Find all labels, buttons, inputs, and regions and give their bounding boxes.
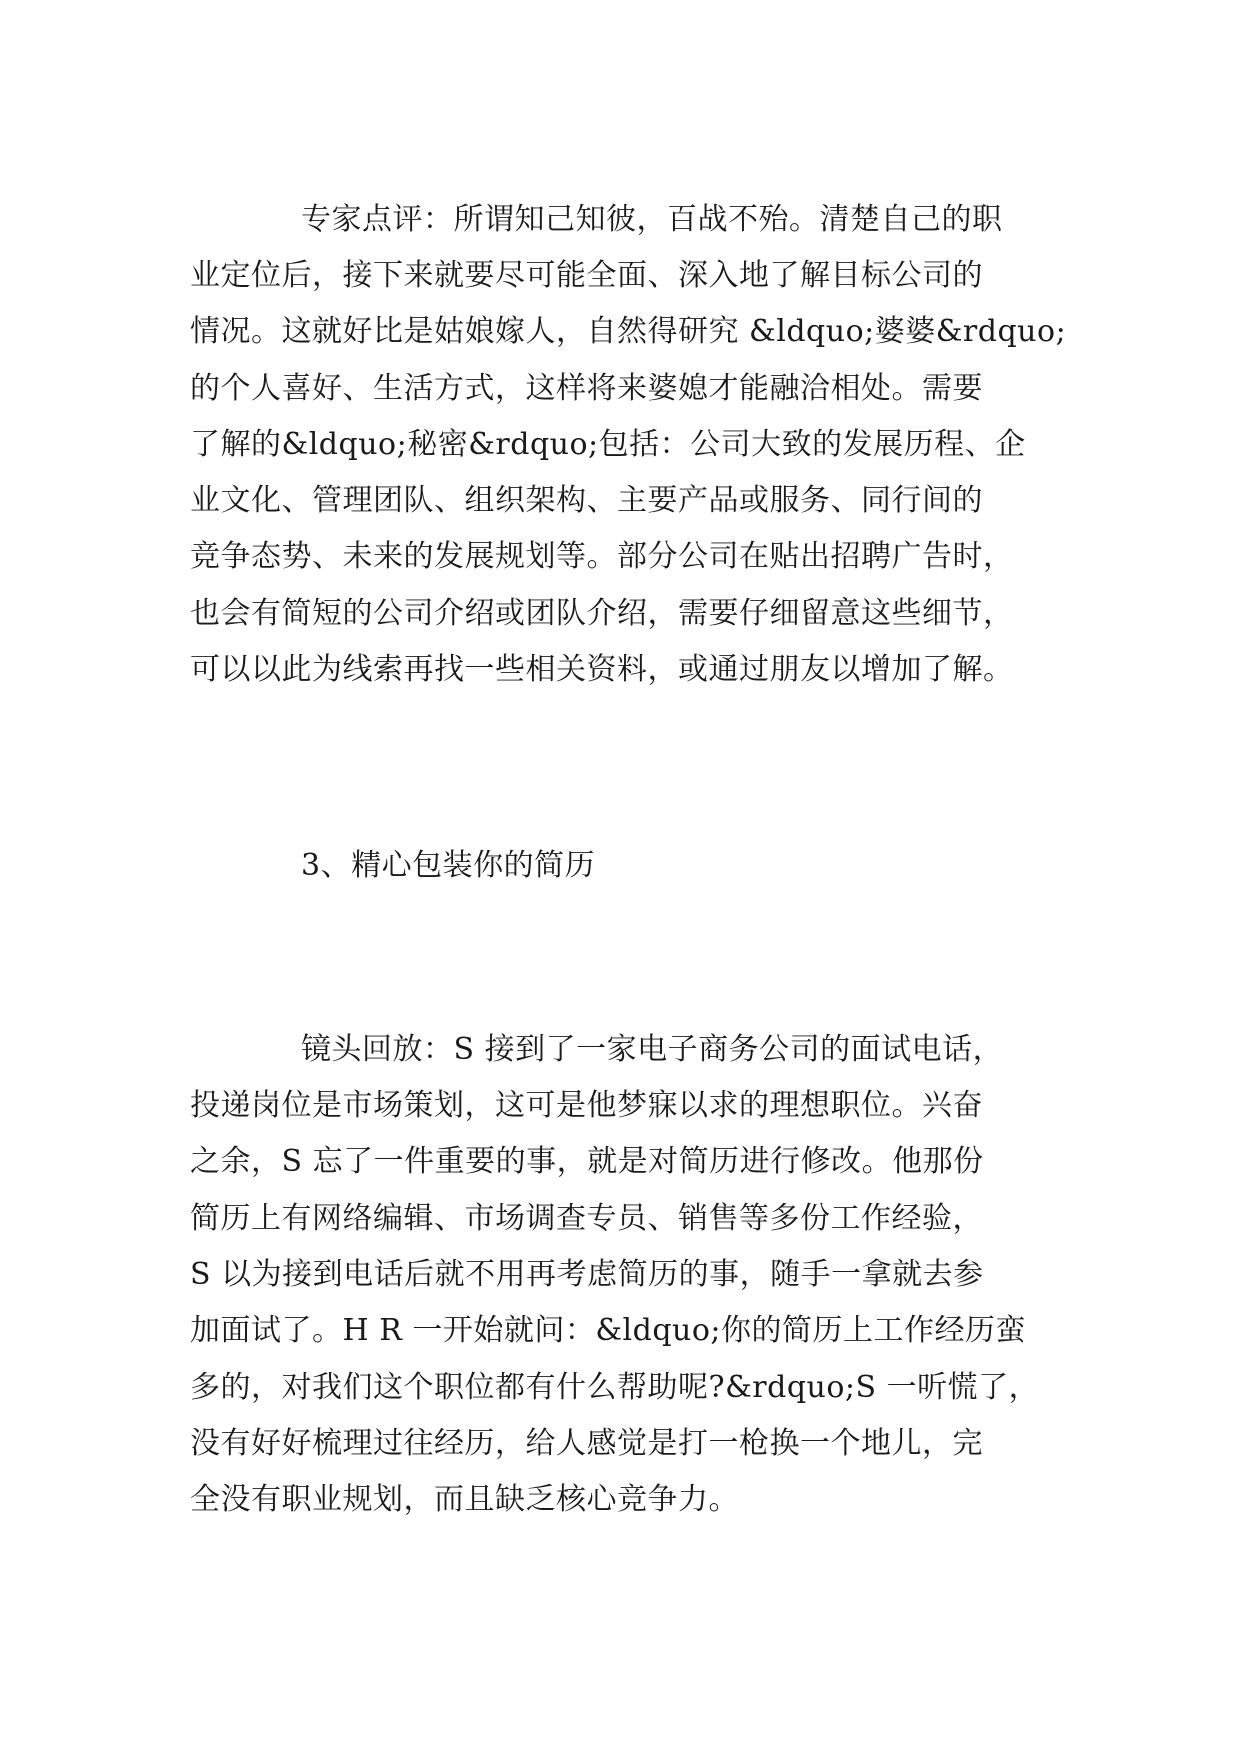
text-line: 镜头回放：S 接到了一家电子商务公司的面试电话， xyxy=(301,1032,1004,1067)
text-line: 之余，S 忘了一件重要的事，就是对简历进行修改。他那份 xyxy=(190,1144,984,1179)
text-line: S 以为接到电话后就不用再考虑简历的事，随手一拿就去参 xyxy=(190,1257,984,1292)
text-line: 简历上有网络编辑、市场调查专员、销售等多份工作经验， xyxy=(190,1201,983,1236)
text-line: 竞争态势、未来的发展规划等。部分公司在贴出招聘广告时， xyxy=(190,539,1014,574)
text-line: 全没有职业规划，而且缺乏核心竞争力。 xyxy=(190,1482,739,1517)
text-line: 也会有简短的公司介绍或团队介绍，需要仔细留意这些细节， xyxy=(190,596,1014,631)
section-heading: 3、精心包装你的简历 xyxy=(301,848,596,883)
text-line: 了解的&ldquo;秘密&rdquo;包括：公司大致的发展历程、企 xyxy=(190,427,1026,462)
text-line: 的个人喜好、生活方式，这样将来婆媳才能融洽相处。需要 xyxy=(190,371,983,406)
text-line: 情况。这就好比是姑娘嫁人，自然得研究 &ldquo;婆婆&rdquo; xyxy=(190,314,1067,349)
text-line: 专家点评：所谓知己知彼，百战不殆。清楚自己的职 xyxy=(301,202,1003,237)
text-line: 多的，对我们这个职位都有什么帮助呢?&rdquo;S 一听慌了， xyxy=(190,1370,1040,1405)
text-line: 业定位后，接下来就要尽可能全面、深入地了解目标公司的 xyxy=(190,258,983,293)
text-line: 可以以此为线索再找一些相关资料，或通过朋友以增加了解。 xyxy=(190,652,1014,687)
text-line: 投递岗位是市场策划，这可是他梦寐以求的理想职位。兴奋 xyxy=(190,1088,983,1123)
text-line: 业文化、管理团队、组织架构、主要产品或服务、同行间的 xyxy=(190,483,983,518)
text-line: 没有好好梳理过往经历，给人感觉是打一枪换一个地儿，完 xyxy=(190,1426,983,1461)
text-line: 加面试了。H R 一开始就问：&ldquo;你的简历上工作经历蛮 xyxy=(190,1313,1027,1348)
